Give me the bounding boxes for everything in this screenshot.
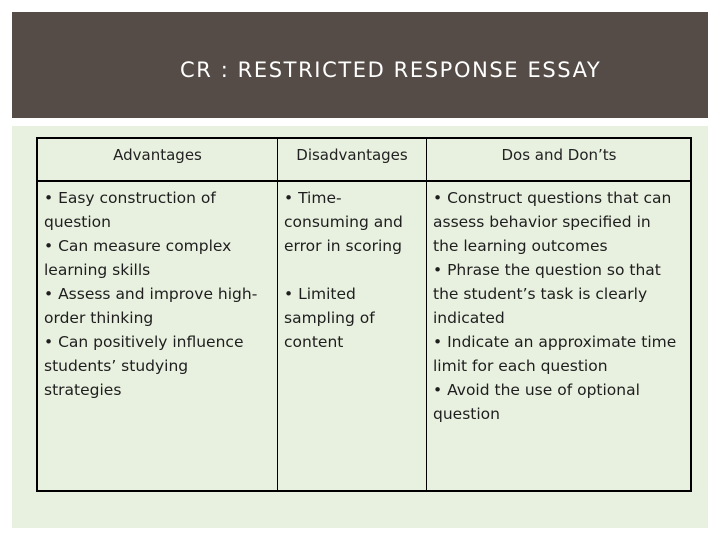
advantages-line: students’ studying xyxy=(44,357,189,375)
disadvantages-line: content xyxy=(284,333,344,351)
disadvantages-spacer xyxy=(284,258,424,282)
dos-donts-cell xyxy=(433,186,691,426)
advantages-cell xyxy=(44,186,272,402)
dos-donts-line: • Avoid the use of optional xyxy=(433,381,640,399)
dos-donts-line: question xyxy=(433,405,500,423)
advantages-line: • Easy construction of xyxy=(44,189,216,207)
advantages-line: • Assess and improve high- xyxy=(44,285,258,303)
dos-donts-column xyxy=(426,139,690,490)
dos-donts-line: • Indicate an approximate time xyxy=(433,333,677,351)
dos-donts-line: • Phrase the question so that xyxy=(433,261,661,279)
advantages-line: • Can positively influence xyxy=(44,333,244,351)
disadvantages-header: Disadvantages xyxy=(296,146,408,164)
disadvantages-line: • Limited xyxy=(284,285,356,303)
dos-donts-line: the student’s task is clearly xyxy=(433,285,648,303)
advantages-line: strategies xyxy=(44,381,122,399)
dos-donts-line: indicated xyxy=(433,309,505,327)
disadvantages-line: error in scoring xyxy=(284,237,402,255)
advantages-line: • Can measure complex xyxy=(44,237,232,255)
disadvantages-column xyxy=(277,139,426,490)
disadvantages-line: consuming and xyxy=(284,213,403,231)
dos-donts-line: the learning outcomes xyxy=(433,237,608,255)
advantages-column xyxy=(38,139,277,490)
advantages-header: Advantages xyxy=(113,146,202,164)
disadvantages-line: • Time- xyxy=(284,189,342,207)
slide-title: CR : RESTRICTED RESPONSE ESSAY xyxy=(180,58,602,82)
advantages-line: learning skills xyxy=(44,261,151,279)
comparison-table xyxy=(36,137,692,492)
dos-donts-line: assess behavior specified in xyxy=(433,213,651,231)
dos-donts-line: • Construct questions that can xyxy=(433,189,672,207)
disadvantages-cell xyxy=(284,186,424,354)
advantages-line: order thinking xyxy=(44,309,154,327)
dos-donts-line: limit for each question xyxy=(433,357,608,375)
disadvantages-line: sampling of xyxy=(284,309,375,327)
advantages-line: question xyxy=(44,213,111,231)
dos-donts-header: Dos and Don’ts xyxy=(501,146,617,164)
